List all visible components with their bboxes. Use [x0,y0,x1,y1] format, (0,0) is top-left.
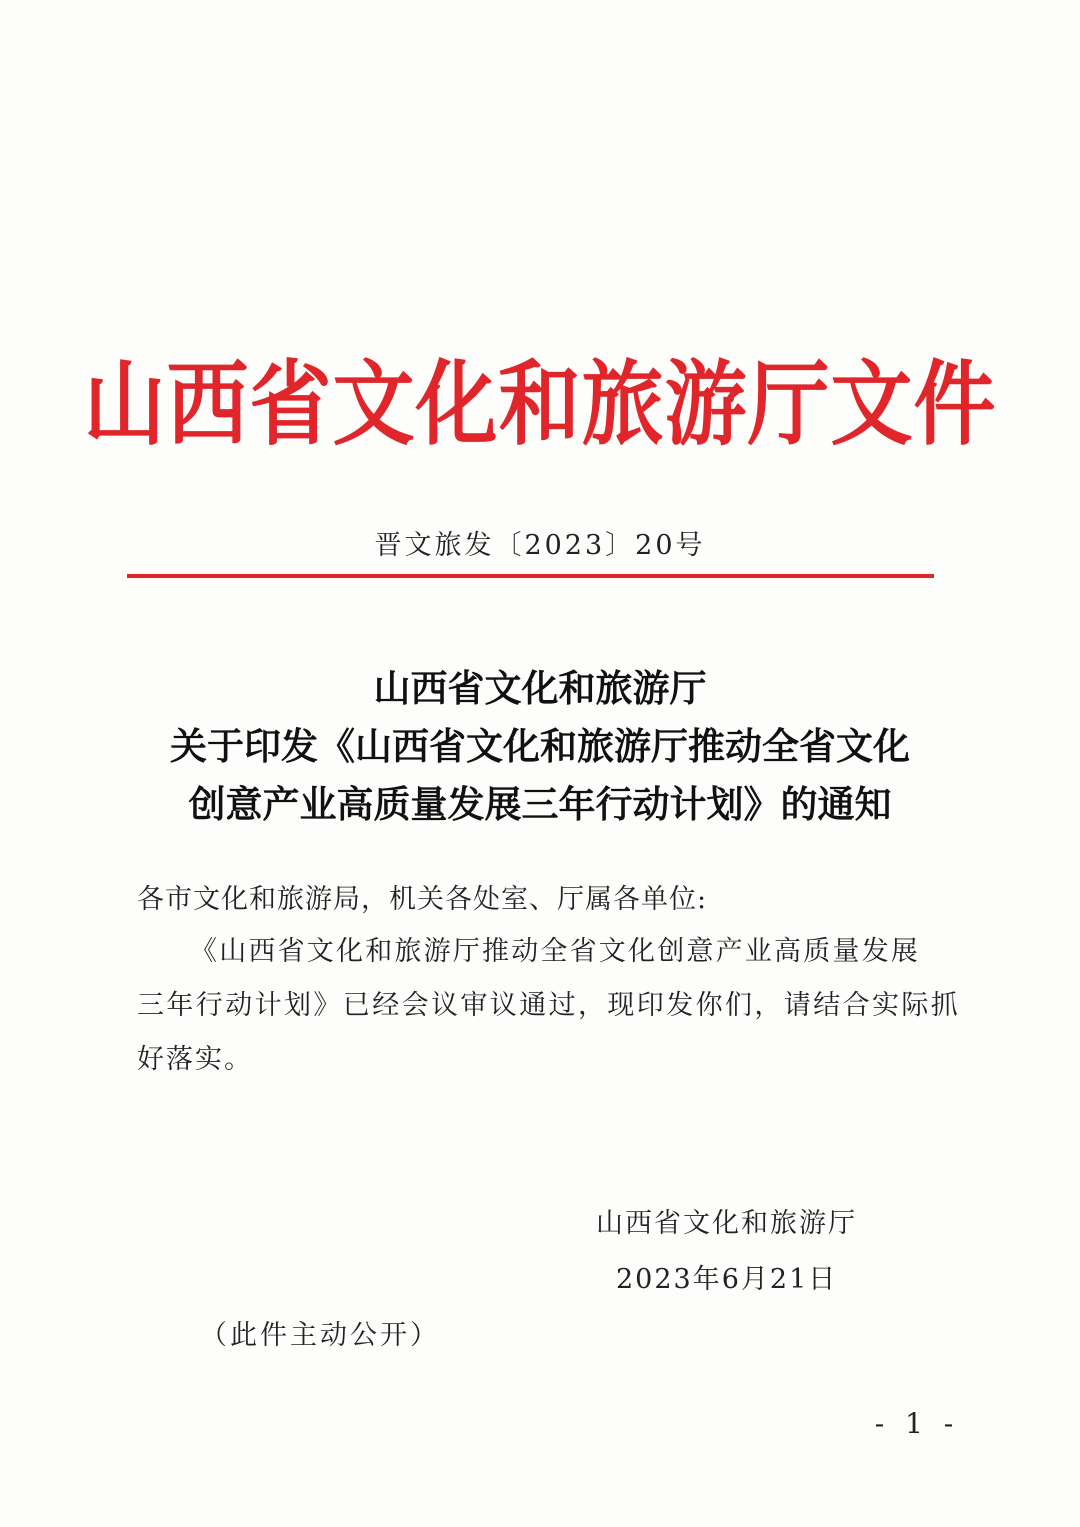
issuer-signature: 山西省文化和旅游厅 [596,1208,857,1239]
red-separator-line [127,574,934,578]
public-disclosure-note: （此件主动公开） [200,1320,440,1351]
document-number: 晋文旅发〔2023〕20号 [374,530,706,561]
page-number: - 1 - [874,1407,960,1440]
issue-date: 2023年6月21日 [616,1264,838,1295]
document-title-line-3: 创意产业高质量发展三年行动计划》的通知 [188,782,892,826]
salutation: 各市文化和旅游局，机关各处室、厅属各单位: [137,884,708,915]
body-paragraph-line-2: 三年行动计划》已经会议审议通过，现印发你们，请结合实际抓 [137,990,961,1021]
document-title-line-1: 山西省文化和旅游厅 [373,666,707,710]
document-title-line-2: 关于印发《山西省文化和旅游厅推动全省文化 [170,724,910,768]
document-masthead: 山西省文化和旅游厅文件 [83,352,997,459]
body-paragraph-line-1: 《山西省文化和旅游厅推动全省文化创意产业高质量发展 [190,936,920,967]
body-paragraph-line-3: 好落实。 [137,1044,253,1075]
